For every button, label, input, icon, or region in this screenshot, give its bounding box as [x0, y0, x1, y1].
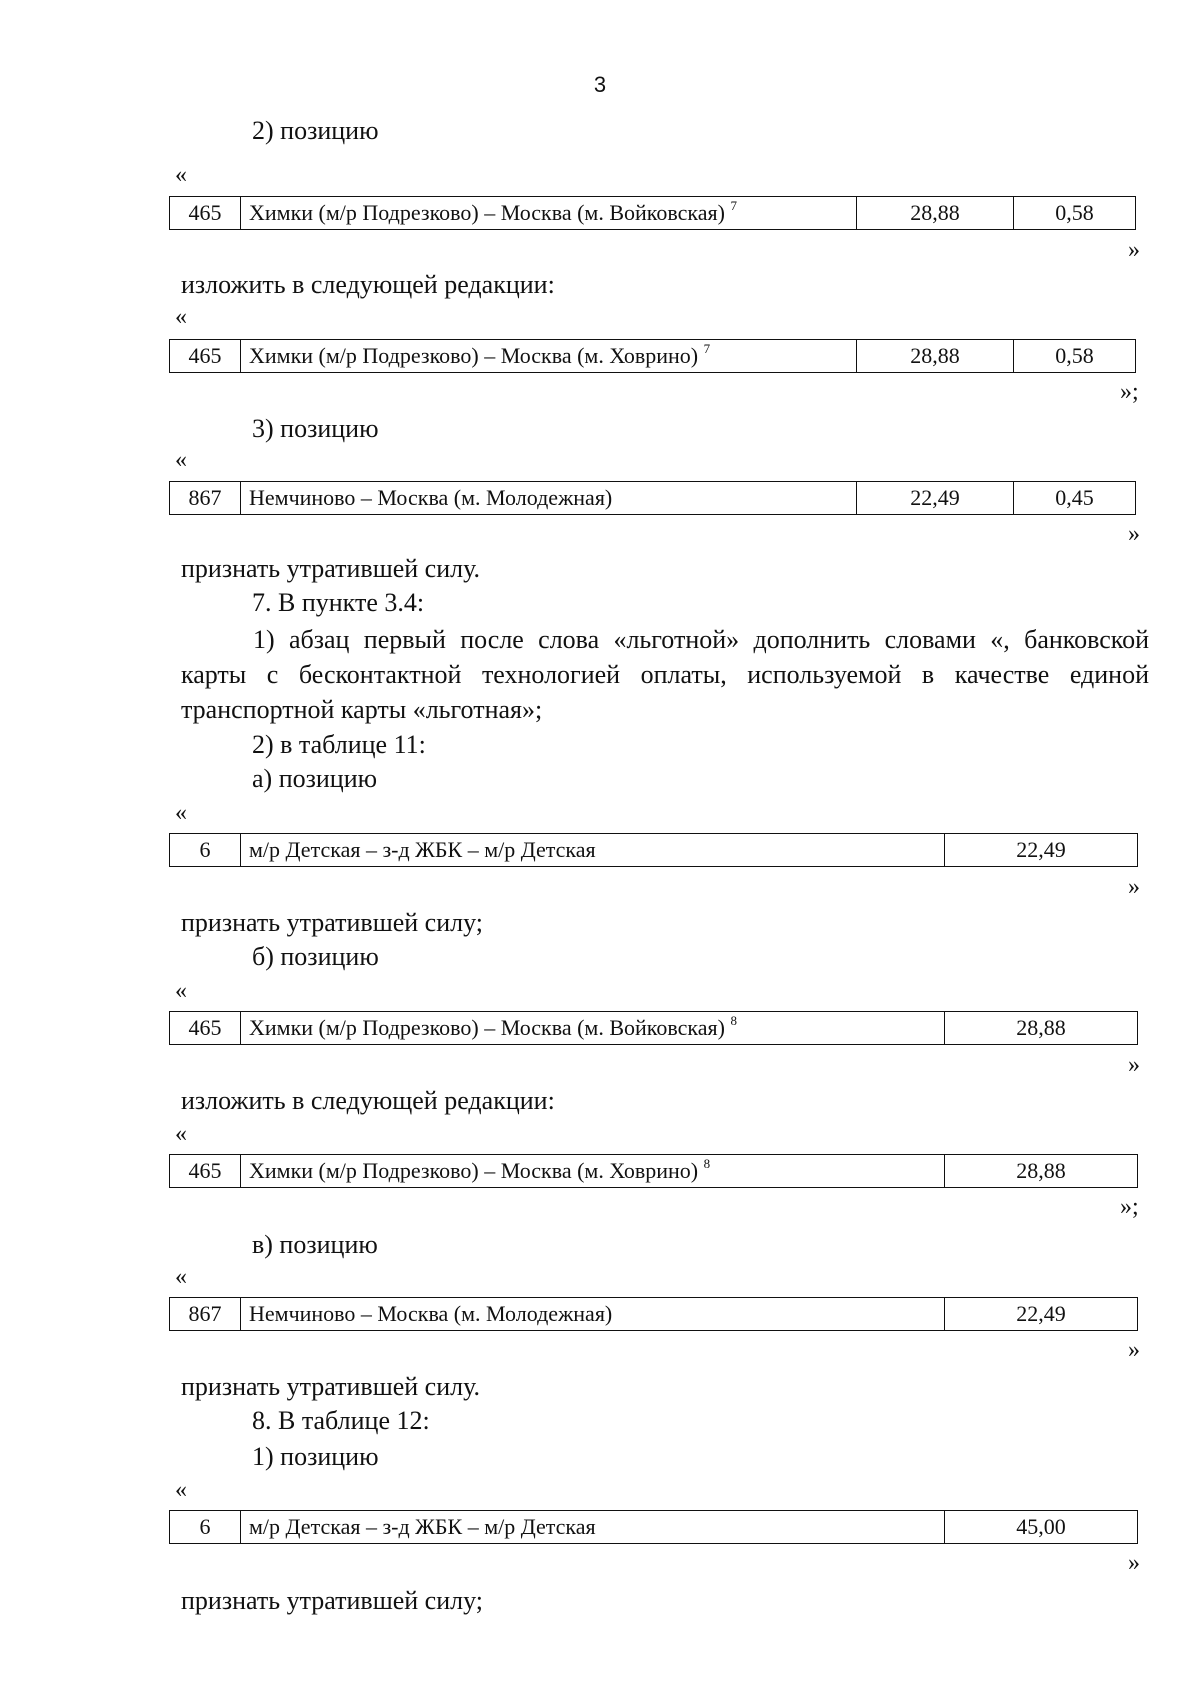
item-label: 2) в таблице 11: — [252, 730, 426, 759]
open-quote: « — [175, 1121, 187, 1147]
open-quote: « — [175, 304, 187, 330]
position-table — [169, 1510, 1138, 1544]
close-quote: » — [1128, 1337, 1140, 1363]
route-name — [241, 1012, 945, 1045]
table-row — [170, 834, 1138, 867]
route-number: 867 — [170, 482, 241, 515]
route-number: 6 — [170, 1511, 241, 1544]
section-heading: 7. В пункте 3.4: — [252, 588, 425, 617]
open-quote: « — [175, 447, 187, 473]
table-row — [170, 1511, 1138, 1544]
open-quote: « — [175, 1264, 187, 1290]
instruction-text: признать утратившей силу. — [181, 1372, 480, 1401]
instruction-text: признать утратившей силу. — [181, 554, 480, 583]
close-quote: » — [1128, 237, 1140, 263]
open-quote: « — [175, 162, 187, 188]
close-quote: » — [1128, 521, 1140, 547]
position-table — [169, 481, 1136, 515]
instruction-text: изложить в следующей редакции: — [181, 1086, 555, 1115]
tariff-value: 45,00 — [945, 1511, 1138, 1544]
open-quote: « — [175, 978, 187, 1004]
route-name — [241, 482, 857, 515]
item-label: 2) позицию — [252, 116, 379, 145]
route-name — [241, 1511, 945, 1544]
close-quote: »; — [1120, 379, 1139, 405]
footnote-mark: 8 — [730, 1013, 737, 1028]
instruction-text: признать утратившей силу; — [181, 1586, 483, 1615]
tariff-value: 22,49 — [857, 482, 1014, 515]
item-label: а) позицию — [252, 764, 378, 793]
footnote-mark: 7 — [730, 198, 737, 213]
page-number: 3 — [593, 72, 607, 97]
item-label: в) позицию — [252, 1230, 378, 1259]
table-row — [170, 482, 1136, 515]
table-row — [170, 1155, 1138, 1188]
route-name — [241, 834, 945, 867]
close-quote: »; — [1120, 1194, 1139, 1220]
table-row — [170, 1012, 1138, 1045]
tariff-value: 28,88 — [945, 1012, 1138, 1045]
position-table — [169, 1297, 1138, 1331]
tariff-value: 0,58 — [1014, 197, 1136, 230]
amendment-paragraph: 1) абзац первый после слова «льготной» дополнить словами «, банковской карты с бесконтактной технологией оплаты, используемой в качестве единой транспортной карты «льготная»; — [181, 625, 1149, 724]
route-name — [241, 197, 857, 230]
route-text: Немчиново – Москва (м. Молодежная) — [249, 1301, 613, 1326]
close-quote: » — [1128, 1052, 1140, 1078]
route-number: 6 — [170, 834, 241, 867]
tariff-value: 28,88 — [857, 197, 1014, 230]
table-row — [170, 1298, 1138, 1331]
open-quote: « — [175, 1477, 187, 1503]
position-table — [169, 196, 1136, 230]
route-number: 465 — [170, 197, 241, 230]
section-heading: 8. В таблице 12: — [252, 1406, 430, 1435]
position-table — [169, 833, 1138, 867]
route-text: Химки (м/р Подрезково) – Москва (м. Ховрино) — [249, 343, 699, 368]
route-name — [241, 1155, 945, 1188]
item-label: б) позицию — [252, 942, 379, 971]
open-quote: « — [175, 800, 187, 826]
route-number: 465 — [170, 1012, 241, 1045]
item-label: 3) позицию — [252, 414, 379, 443]
footnote-mark: 8 — [703, 1156, 711, 1171]
route-name — [241, 1298, 945, 1331]
route-text: Химки (м/р Подрезково) – Москва (м. Войковская) — [249, 1015, 725, 1040]
route-text: Химки (м/р Подрезково) – Москва (м. Ховрино) — [249, 1158, 699, 1183]
route-number: 465 — [170, 1155, 241, 1188]
position-table — [169, 339, 1136, 373]
position-table — [169, 1011, 1138, 1045]
close-quote: » — [1128, 874, 1140, 900]
route-text: м/р Детская – з-д ЖБК – м/р Детская — [249, 1514, 596, 1539]
close-quote: » — [1128, 1550, 1140, 1576]
footnote-mark: 7 — [703, 341, 711, 356]
route-name — [241, 340, 857, 373]
tariff-value: 0,45 — [1014, 482, 1136, 515]
instruction-text: изложить в следующей редакции: — [181, 270, 555, 299]
tariff-value: 0,58 — [1014, 340, 1136, 373]
table-row — [170, 197, 1136, 230]
route-number: 867 — [170, 1298, 241, 1331]
route-text: Химки (м/р Подрезково) – Москва (м. Войковская) — [249, 200, 725, 225]
instruction-text: признать утратившей силу; — [181, 908, 483, 937]
tariff-value: 22,49 — [945, 834, 1138, 867]
item-label: 1) позицию — [252, 1442, 379, 1471]
tariff-value: 28,88 — [945, 1155, 1138, 1188]
route-number: 465 — [170, 340, 241, 373]
position-table — [169, 1154, 1138, 1188]
tariff-value: 22,49 — [945, 1298, 1138, 1331]
tariff-value: 28,88 — [857, 340, 1014, 373]
route-text: Немчиново – Москва (м. Молодежная) — [249, 485, 613, 510]
route-text: м/р Детская – з-д ЖБК – м/р Детская — [249, 837, 596, 862]
table-row — [170, 340, 1136, 373]
